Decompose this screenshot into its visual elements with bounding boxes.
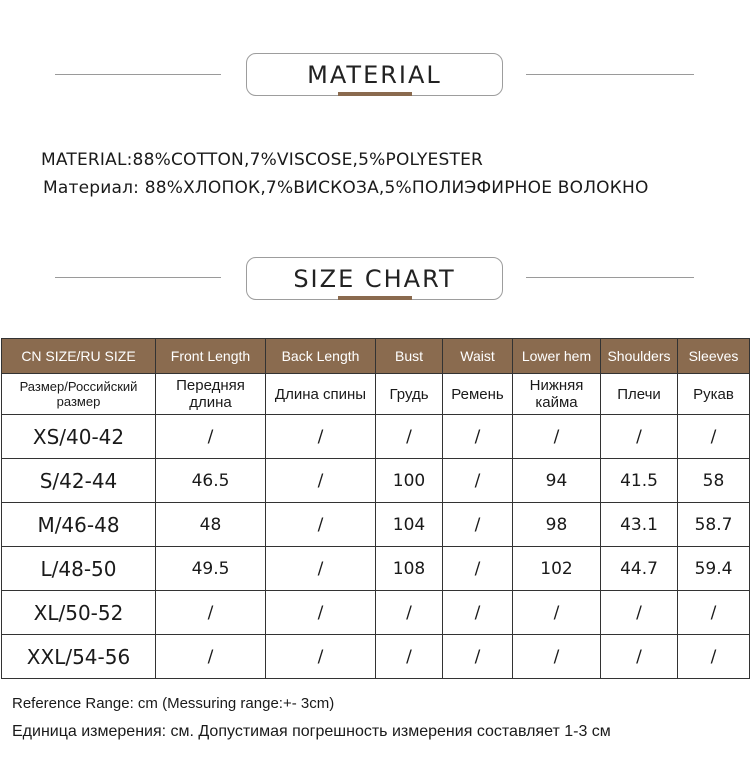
bust-cell: 100 [376,459,443,503]
waist-cell: / [443,635,513,679]
sleeves-cell: 58 [678,459,750,503]
material-heading-underline [338,92,412,96]
front-length-cell: / [156,415,266,459]
back-length-cell: / [266,635,376,679]
front-length-cell: / [156,635,266,679]
table-row [2,415,750,459]
header-front-length: Front Length [156,339,266,374]
waist-cell: / [443,591,513,635]
shoulders-cell: / [601,591,678,635]
header-sleeves: Sleeves [678,339,750,374]
reference-range-note: Reference Range: cm (Messuring range:+- 3cm) [12,695,335,712]
header-ru-waist: Ремень [443,374,513,415]
sleeves-cell: 59.4 [678,547,750,591]
size-chart-divider-left [55,277,221,278]
back-length-cell: / [266,547,376,591]
header-ru-shoulders: Плечи [601,374,678,415]
table-row [2,591,750,635]
header-ru-front-length: Передняя длина [156,374,266,415]
header-ru-lower-hem: Нижняя кайма [513,374,601,415]
size-cell: M/46-48 [2,503,156,547]
size-cell: L/48-50 [2,547,156,591]
table-row [2,547,750,591]
header-waist: Waist [443,339,513,374]
shoulders-cell: 44.7 [601,547,678,591]
bust-cell: / [376,591,443,635]
header-lower-hem: Lower hem [513,339,601,374]
header-ru-sleeves: Рукав [678,374,750,415]
material-heading [246,53,503,96]
back-length-cell: / [266,415,376,459]
header-bust: Bust [376,339,443,374]
front-length-cell: 46.5 [156,459,266,503]
material-heading-text: MATERIAL [307,60,442,89]
material-divider-left [55,74,221,75]
lower-hem-cell: 94 [513,459,601,503]
size-chart-table [1,338,750,679]
lower-hem-cell: 98 [513,503,601,547]
size-chart-heading-text: SIZE CHART [293,264,456,293]
header-back-length: Back Length [266,339,376,374]
lower-hem-cell: 102 [513,547,601,591]
waist-cell: / [443,547,513,591]
material-divider-right [526,74,694,75]
table-header-row [2,339,750,374]
sleeves-cell: / [678,591,750,635]
waist-cell: / [443,415,513,459]
size-cell: S/42-44 [2,459,156,503]
table-row [2,459,750,503]
header-ru-size: Размер/Российский размер [2,374,156,415]
size-chart-heading-underline [338,296,412,300]
shoulders-cell: / [601,635,678,679]
reference-range-note-ru: Единица измерения: см. Допустимая погрешность измерения составляет 1-3 см [12,723,611,740]
size-cell: XXL/54-56 [2,635,156,679]
shoulders-cell: 43.1 [601,503,678,547]
shoulders-cell: / [601,415,678,459]
sleeves-cell: / [678,415,750,459]
bust-cell: 108 [376,547,443,591]
back-length-cell: / [266,591,376,635]
back-length-cell: / [266,503,376,547]
bust-cell: / [376,415,443,459]
material-line-ru: Материал: 88%ХЛОПОК,7%ВИСКОЗА,5%ПОЛИЭФИРНОЕ ВОЛОКНО [43,178,649,198]
sleeves-cell: 58.7 [678,503,750,547]
header-ru-back-length: Длина спины [266,374,376,415]
sleeves-cell: / [678,635,750,679]
bust-cell: / [376,635,443,679]
bust-cell: 104 [376,503,443,547]
table-row [2,503,750,547]
table-row [2,635,750,679]
size-cell: XL/50-52 [2,591,156,635]
front-length-cell: / [156,591,266,635]
header-size: CN SIZE/RU SIZE [2,339,156,374]
size-cell: XS/40-42 [2,415,156,459]
lower-hem-cell: / [513,591,601,635]
front-length-cell: 48 [156,503,266,547]
header-shoulders: Shoulders [601,339,678,374]
lower-hem-cell: / [513,415,601,459]
table-header-ru-row [2,374,750,415]
size-chart-divider-right [526,277,694,278]
header-ru-bust: Грудь [376,374,443,415]
lower-hem-cell: / [513,635,601,679]
back-length-cell: / [266,459,376,503]
front-length-cell: 49.5 [156,547,266,591]
shoulders-cell: 41.5 [601,459,678,503]
material-line-en: MATERIAL:88%COTTON,7%VISCOSE,5%POLYESTER [41,150,484,170]
size-chart-heading [246,257,503,300]
waist-cell: / [443,503,513,547]
waist-cell: / [443,459,513,503]
